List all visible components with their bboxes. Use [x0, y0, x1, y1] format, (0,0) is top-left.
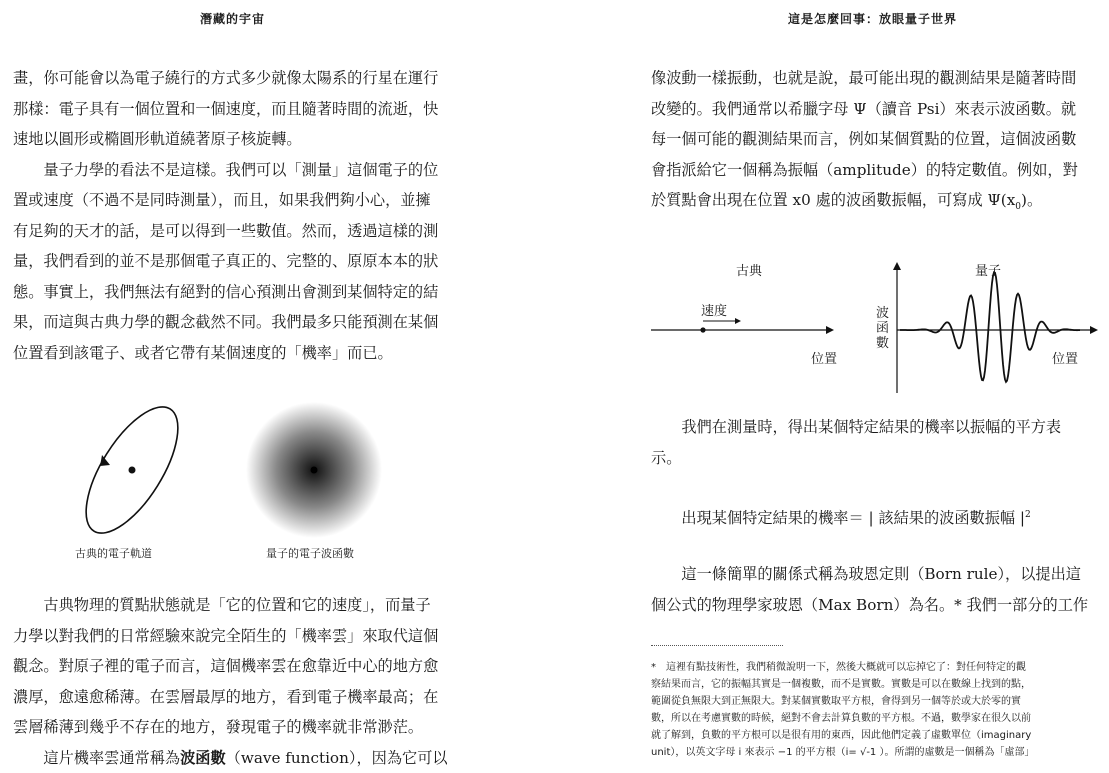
text-line: 會指派給它一個稱為振幅（amplitude）的特定數值。例如，對	[651, 155, 1091, 186]
footnote-line: unit），以英文字母 i 來表示 −1 的平方根（i= √-1 ）。所謂的虛數是一個稱為「虛部」	[651, 744, 1097, 761]
paragraph-right-1	[651, 63, 1091, 223]
text-line: 個公式的物理學家玻恩（Max Born）為名。* 我們一部分的工作	[651, 590, 1091, 621]
text-line: 濃厚，愈遠愈稀薄。在雲層最厚的地方，看到電子機率最高；在	[13, 682, 453, 713]
text-line: 像波動一樣振動，也就是說，最可能出現的觀測結果是隨著時間	[651, 63, 1091, 94]
text-line: 置或速度（不過不是同時測量），而且，如果我們夠小心，並擁	[13, 185, 453, 216]
subscript: 0	[1015, 202, 1021, 212]
paragraph-2	[13, 590, 453, 773]
footnote-line: 察結果而言，它的振幅其實是一個複數，而不是實數。實數是可以在數線上找到的點，	[651, 676, 1097, 693]
footnote-line: 範圍從負無限大到正無限大。對某個實數取平方根，會得到另一個等於或大於零的實	[651, 693, 1097, 710]
footnote	[651, 659, 1097, 761]
text-span: （wave function），因為它可以	[226, 749, 448, 767]
text-line: 量，我們看到的並不是那個電子真正的、完整的、原原本本的狀	[13, 246, 453, 277]
classical-axis-arrow-icon	[826, 326, 834, 334]
orbit-illustration	[70, 395, 400, 545]
running-header-left: 潛藏的宇宙	[200, 10, 265, 27]
text-line: 那樣：電子具有一個位置和一個速度，而且隨著時間的流逝，快	[13, 94, 453, 125]
text-line: 速地以圓形或橢圓形軌道繞著原子核旋轉。	[13, 124, 453, 155]
text-line: 示。	[651, 443, 1091, 474]
amp-char: 數	[876, 336, 889, 351]
text-line: 這一條簡單的關係式稱為玻恩定則（Born rule），以提出這	[651, 559, 1091, 590]
orbit-figure	[70, 395, 400, 570]
nucleus-dot	[129, 467, 136, 474]
caption-quantum-wavefunction: 量子的電子波函數	[266, 545, 354, 561]
text-line: 每一個可能的觀測結果而言，例如某個質點的位置，這個波函數	[651, 124, 1091, 155]
footnote-line: 數，所以在考慮實數的時候，絕對不會去計算負數的平方根。不過，數學家在很久以前	[651, 710, 1097, 727]
superscript: 2	[1025, 510, 1031, 520]
text-line	[13, 743, 453, 773]
text-line: 改變的。我們通常以希臘字母 Ψ（讀音 Psi）來表示波函數。就	[651, 94, 1091, 125]
footnote-line: 就了解到，負數的平方根可以是很有用的東西，因此他們定義了虛數單位（imaginary	[651, 727, 1097, 744]
text-line: 位置看到該電子、或者它帶有某個速度的「機率」而已。	[13, 338, 453, 369]
text-line: 量子力學的看法不是這樣。我們可以「測量」這個電子的位	[13, 155, 453, 186]
wave-illustration	[648, 248, 1100, 398]
amp-char: 函	[876, 321, 889, 336]
footnote-line: * 這裡有點技術性，我們稍微說明一下，然後大概就可以忘掉它了：對任何特定的觀	[651, 659, 1097, 676]
caption-classical-orbit: 古典的電子軌道	[75, 545, 152, 561]
wave-figure	[648, 248, 1100, 398]
text-line: 我們在測量時，得出某個特定結果的機率以振幅的平方表	[651, 412, 1091, 443]
right-page	[560, 0, 1109, 766]
label-position-classical: 位置	[811, 348, 837, 367]
quantum-x-arrow-icon	[1090, 326, 1098, 334]
text-line: 力學以對我們的日常經驗來說完全陌生的「機率雲」來取代這個	[13, 621, 453, 652]
text-line: 有足夠的天才的話，是可以得到一些數值。然而，透過這樣的測	[13, 216, 453, 247]
velocity-arrow-icon	[735, 318, 741, 324]
text-line: 雲層稀薄到幾乎不存在的地方，發現電子的機率就非常渺茫。	[13, 712, 453, 743]
text-line: 觀念。對原子裡的電子而言，這個機率雲在愈靠近中心的地方愈	[13, 651, 453, 682]
label-velocity: 速度	[701, 300, 727, 319]
paragraph-right-3	[651, 559, 1091, 620]
quantum-y-arrow-icon	[893, 262, 901, 270]
label-quantum: 量子	[975, 260, 1001, 279]
amp-char: 波	[876, 306, 889, 321]
text-span: 於質點會出現在位置 x0 處的波函數振幅，可寫成 Ψ(x	[651, 191, 1015, 209]
cloud-nucleus-dot	[311, 467, 318, 474]
paragraph-1	[13, 63, 453, 368]
paragraph-right-2	[651, 412, 1091, 473]
label-classical: 古典	[736, 260, 762, 279]
text-span: 這片機率雲通常稱為	[43, 749, 180, 767]
text-span: 出現某個特定結果的機率＝ | 該結果的波函數振幅 |	[681, 509, 1025, 527]
text-line: 畫，你可能會以為電子繞行的方式多少就像太陽系的行星在運行	[13, 63, 453, 94]
text-line	[651, 185, 1091, 223]
running-header-right: 這是怎麼回事：放眼量子世界	[788, 10, 957, 27]
born-rule-formula	[651, 500, 1091, 534]
text-line: 古典物理的質點狀態就是「它的位置和它的速度」，而量子	[13, 590, 453, 621]
label-position-quantum: 位置	[1052, 348, 1078, 367]
formula-line	[651, 500, 1091, 534]
text-line: 態。事實上，我們無法有絕對的信心預測出會測到某個特定的結	[13, 277, 453, 308]
label-amplitude	[876, 306, 889, 351]
term-wave-function: 波函數	[180, 749, 226, 767]
text-span: )。	[1021, 191, 1042, 209]
footnote-divider	[651, 645, 783, 646]
particle-dot	[700, 327, 705, 332]
text-line: 果，而這與古典力學的觀念截然不同。我們最多只能預測在某個	[13, 307, 453, 338]
